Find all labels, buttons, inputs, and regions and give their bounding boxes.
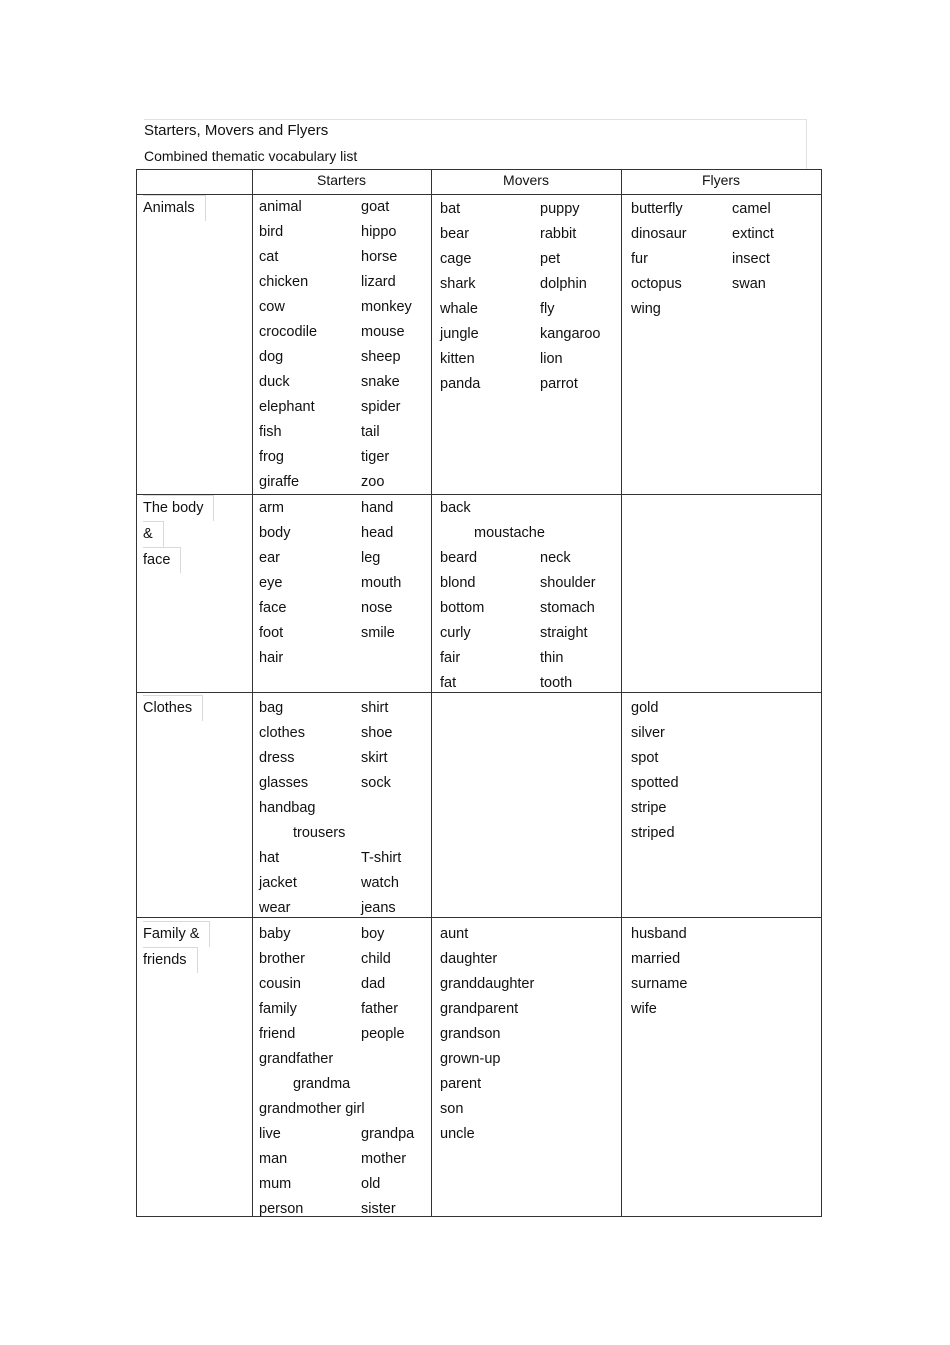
document-subtitle: Combined thematic vocabulary list (144, 148, 358, 164)
word: frog (259, 449, 284, 465)
word: clothes (259, 725, 305, 741)
word: face (259, 600, 287, 616)
table-border-top (136, 169, 822, 170)
word: married (631, 951, 681, 967)
word: straight (540, 625, 588, 641)
word: striped (631, 825, 675, 841)
word: daughter (440, 951, 498, 967)
word: hippo (361, 224, 397, 240)
column-divider (252, 169, 253, 1217)
word: parent (440, 1076, 482, 1092)
row-divider (136, 494, 822, 495)
word: blond (440, 575, 476, 591)
movers-body-list (440, 496, 630, 696)
word: nose (361, 600, 393, 616)
movers-family-list (440, 922, 630, 1147)
word: snake (361, 374, 400, 390)
word: duck (259, 374, 290, 390)
word: butterfly (631, 201, 683, 217)
word: T-shirt (361, 850, 402, 866)
word: stripe (631, 800, 667, 816)
header-movers: Movers (503, 172, 549, 188)
word: mouth (361, 575, 402, 591)
word: bat (440, 201, 461, 217)
starters-body-list (259, 496, 441, 671)
word: crocodile (259, 324, 318, 340)
word: wear (259, 900, 291, 916)
starters-family-list (259, 922, 441, 1222)
word: lizard (361, 274, 396, 290)
word: whale (440, 301, 478, 317)
word: dolphin (540, 276, 587, 292)
word: body (259, 525, 291, 541)
word: wife (631, 1001, 657, 1017)
word: hat (259, 850, 280, 866)
word: father (361, 1001, 399, 1017)
word: trousers (293, 825, 346, 841)
word: eye (259, 575, 283, 591)
word: boy (361, 926, 385, 942)
word: fat (440, 675, 457, 691)
word: bird (259, 224, 284, 240)
category-body-face: The body & face (143, 495, 214, 573)
word: granddaughter (440, 976, 535, 992)
word: camel (732, 201, 771, 217)
word: aunt (440, 926, 469, 942)
word: dog (259, 349, 284, 365)
word: cat (259, 249, 279, 265)
word: stomach (540, 600, 595, 616)
word: jacket (259, 875, 297, 891)
word: husband (631, 926, 687, 942)
word: cousin (259, 976, 301, 992)
word: spot (631, 750, 659, 766)
word: grandfather (259, 1051, 334, 1067)
word: old (361, 1176, 381, 1192)
word: moustache (474, 525, 545, 541)
word: child (361, 951, 391, 967)
word: spider (361, 399, 401, 415)
word: fish (259, 424, 282, 440)
word: dress (259, 750, 295, 766)
word: panda (440, 376, 481, 392)
word: animal (259, 199, 302, 215)
starters-animals-list (259, 195, 441, 495)
vocabulary-table (136, 169, 822, 1217)
word: tail (361, 424, 380, 440)
word: dad (361, 976, 386, 992)
word: cow (259, 299, 285, 315)
word: wing (631, 301, 661, 317)
word: fly (540, 301, 555, 317)
word: skirt (361, 750, 388, 766)
word: sock (361, 775, 391, 791)
word: shirt (361, 700, 389, 716)
word: grandmother girl (259, 1101, 365, 1117)
row-divider (136, 917, 822, 918)
word: silver (631, 725, 665, 741)
word: mum (259, 1176, 292, 1192)
word: hand (361, 500, 394, 516)
word: bag (259, 700, 284, 716)
header-divider (136, 194, 822, 195)
word: shark (440, 276, 476, 292)
word: grandpa (361, 1126, 415, 1142)
word: mother (361, 1151, 407, 1167)
starters-clothes-list (259, 696, 441, 921)
word: son (440, 1101, 464, 1117)
word: ear (259, 550, 280, 566)
word: grown-up (440, 1051, 501, 1067)
word: sheep (361, 349, 401, 365)
table-border-left (136, 169, 137, 1217)
word: monkey (361, 299, 412, 315)
word: man (259, 1151, 288, 1167)
word: beard (440, 550, 478, 566)
word: rabbit (540, 226, 577, 242)
word: cage (440, 251, 472, 267)
word: people (361, 1026, 405, 1042)
word: zoo (361, 474, 385, 490)
word: foot (259, 625, 284, 641)
word: grandparent (440, 1001, 519, 1017)
word: thin (540, 650, 564, 666)
flyers-family-list (631, 922, 812, 1022)
word: curly (440, 625, 471, 641)
word: sister (361, 1201, 396, 1217)
word: uncle (440, 1126, 475, 1142)
flyers-clothes-list (631, 696, 812, 846)
word: head (361, 525, 394, 541)
word: bear (440, 226, 470, 242)
table-border-bottom (136, 1216, 822, 1217)
word: spotted (631, 775, 679, 791)
word: leg (361, 550, 381, 566)
word: kangaroo (540, 326, 601, 342)
word: fair (440, 650, 461, 666)
word: handbag (259, 800, 316, 816)
document-title: Starters, Movers and Flyers (144, 122, 329, 139)
category-animals: Animals (143, 195, 206, 221)
category-clothes: Clothes (143, 695, 203, 721)
word: tooth (540, 675, 573, 691)
header-flyers: Flyers (701, 172, 741, 188)
table-border-right (821, 169, 822, 1217)
word: fur (631, 251, 648, 267)
word: grandma (293, 1076, 351, 1092)
word: jungle (440, 326, 479, 342)
word: chicken (259, 274, 309, 290)
word: neck (540, 550, 571, 566)
word: giraffe (259, 474, 300, 490)
word: gold (631, 700, 659, 716)
word: goat (361, 199, 390, 215)
word: family (259, 1001, 297, 1017)
word: puppy (540, 201, 580, 217)
word: shoe (361, 725, 393, 741)
word: smile (361, 625, 395, 641)
word: pet (540, 251, 561, 267)
word: extinct (732, 226, 774, 242)
movers-animals-list (440, 197, 630, 397)
word: grandson (440, 1026, 501, 1042)
word: kitten (440, 351, 475, 367)
word: bottom (440, 600, 485, 616)
word: insect (732, 251, 770, 267)
word: glasses (259, 775, 309, 791)
word: mouse (361, 324, 405, 340)
word: swan (732, 276, 766, 292)
word: back (440, 500, 471, 516)
word: friend (259, 1026, 296, 1042)
header-starters: Starters (316, 172, 366, 188)
word: watch (361, 875, 399, 891)
category-family-friends: Family & friends (143, 921, 210, 973)
word: hair (259, 650, 284, 666)
word: person (259, 1201, 304, 1217)
word: tiger (361, 449, 390, 465)
word: horse (361, 249, 398, 265)
word: shoulder (540, 575, 596, 591)
word: jeans (361, 900, 396, 916)
word: brother (259, 951, 305, 967)
word: lion (540, 351, 563, 367)
word: arm (259, 500, 284, 516)
word: elephant (259, 399, 315, 415)
word: parrot (540, 376, 578, 392)
word: surname (631, 976, 688, 992)
word: baby (259, 926, 291, 942)
word: dinosaur (631, 226, 687, 242)
word: octopus (631, 276, 682, 292)
word: live (259, 1126, 281, 1142)
flyers-animals-list (631, 197, 812, 322)
